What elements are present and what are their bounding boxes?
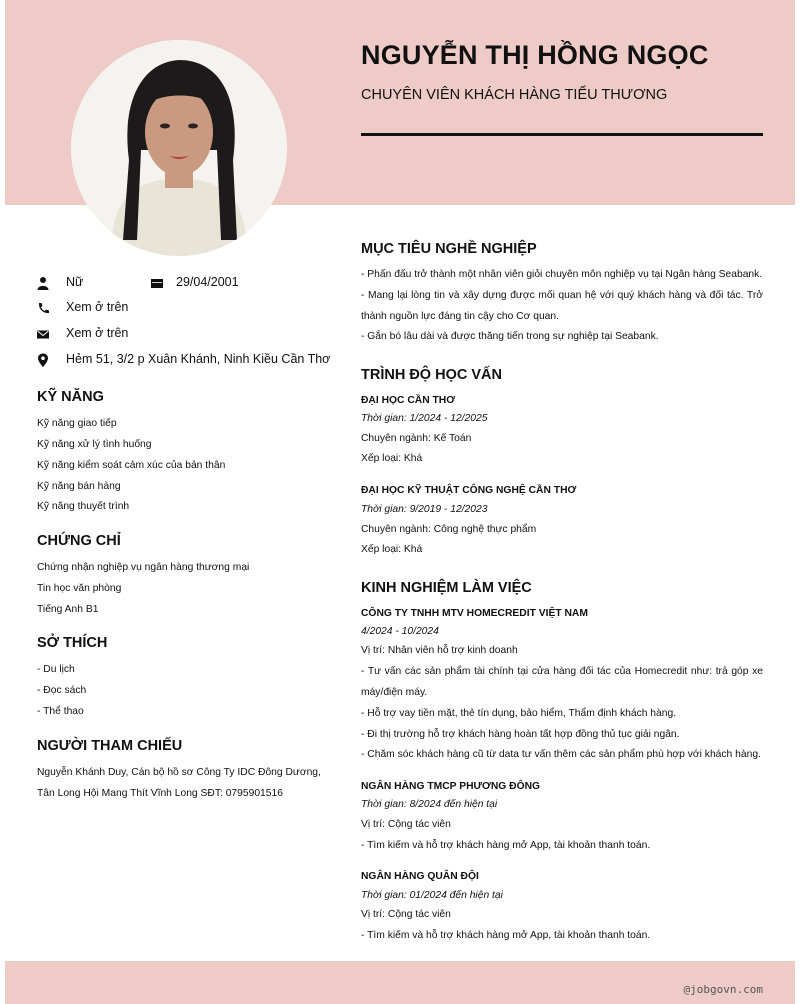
title-divider: [361, 133, 763, 136]
job-position: Vị trí: Nhân viên hỗ trợ kinh doanh: [361, 645, 518, 656]
certificate-item: Tin học văn phòng: [37, 583, 122, 594]
job-time: Thời gian: 01/2024 đến hiện tại: [361, 890, 503, 901]
user-icon: [37, 276, 49, 290]
certificate-item: Tiếng Anh B1: [37, 604, 99, 615]
school-time: Thời gian: 1/2024 - 12/2025: [361, 413, 488, 424]
address-row: [37, 352, 337, 368]
education-heading: TRÌNH ĐỘ HỌC VẤN: [361, 367, 502, 383]
objective-line: - Mang lại lòng tin và xây dựng được mối quan hệ với quý khách hàng và đối tác. Trở thành nguồn lực đáng tin cậy cho Cơ quan.: [361, 290, 763, 322]
job-duty: - Tìm kiếm và hỗ trợ khách hàng mở App, tài khoản thanh toán.: [361, 840, 651, 851]
experience-heading: KINH NGHIỆM LÀM VIỆC: [361, 580, 532, 596]
objective-heading: MỤC TIÊU NGHỀ NGHIỆP: [361, 241, 537, 257]
job-time: Thời gian: 8/2024 đến hiện tại: [361, 799, 498, 810]
phone-icon: [37, 301, 49, 315]
school-name: ĐẠI HỌC KỸ THUẬT CÔNG NGHỆ CẦN THƠ: [361, 485, 577, 496]
candidate-name: NGUYỄN THỊ HỒNG NGỌC: [361, 40, 709, 70]
certificate-item: Chứng nhận nghiệp vụ ngân hàng thương mại: [37, 562, 250, 573]
references-heading: NGƯỜI THAM CHIẾU: [37, 738, 183, 754]
footer-band: [5, 961, 795, 1004]
reference-line: Tân Long Hội Mang Thít Vĩnh Long SĐT: 0795901516: [37, 788, 283, 799]
skill-item: Kỹ năng thuyết trình: [37, 501, 130, 512]
hobbies-heading: SỞ THÍCH: [37, 635, 108, 651]
birthdate-text: 29/04/2001: [176, 275, 239, 289]
job-company: CÔNG TY TNHH MTV HOMECREDIT VIỆT NAM: [361, 608, 588, 619]
reference-line: Nguyễn Khánh Duy, Cán bộ hồ sơ Công Ty IDC Đông Dương,: [37, 767, 321, 778]
address-text: Hẻm 51, 3/2 p Xuân Khánh, Ninh Kiều Cần Thơ: [66, 352, 331, 366]
school-grade: Xếp loại: Khá: [361, 544, 423, 555]
hobby-item: - Thể thao: [37, 706, 84, 717]
school-grade: Xếp loại: Khá: [361, 453, 423, 464]
objective-line: - Gắn bó lâu dài và được thăng tiến trong sự nghiệp tại Seabank.: [361, 331, 659, 342]
map-pin-icon: [37, 353, 49, 367]
hobby-item: - Đọc sách: [37, 685, 87, 696]
footer-credit[interactable]: @jobgovn.com: [683, 983, 763, 996]
phone-row: [37, 300, 237, 316]
school-name: ĐẠI HỌC CẦN THƠ: [361, 395, 456, 406]
job-position: Vị trí: Cộng tác viên: [361, 909, 451, 920]
birthdate-row: [151, 275, 271, 291]
email-text: Xem ở trên: [66, 326, 129, 340]
job-position: Vị trí: Cộng tác viên: [361, 819, 451, 830]
email-row: [37, 326, 237, 342]
gender-text: Nữ: [66, 275, 84, 289]
profile-photo: [71, 40, 287, 256]
certificates-heading: CHỨNG CHỈ: [37, 533, 121, 549]
skill-item: Kỹ năng xử lý tình huống: [37, 439, 152, 450]
gender-row: [37, 275, 147, 291]
candidate-title: CHUYÊN VIÊN KHÁCH HÀNG TIỂU THƯƠNG: [361, 87, 668, 103]
job-duty: - Chăm sóc khách hàng cũ từ data tư vấn thêm các sản phẩm phù hợp với khách hàng.: [361, 749, 761, 760]
job-duty: - Tìm kiếm và hỗ trợ khách hàng mở App, tài khoản thanh toán.: [361, 930, 651, 941]
phone-text: Xem ở trên: [66, 300, 129, 314]
mail-icon: [37, 327, 49, 341]
skill-item: Kỹ năng kiểm soát cảm xúc của bản thân: [37, 460, 226, 471]
job-time: 4/2024 - 10/2024: [361, 626, 439, 637]
job-duty: - Hỗ trợ vay tiền mặt, thẻ tín dụng, bảo hiểm, Thẩm định khách hàng.: [361, 708, 677, 719]
objective-line: - Phấn đấu trở thành một nhân viên giỏi chuyên môn nghiệp vụ tại Ngân hàng Seabank.: [361, 269, 763, 280]
job-duty: - Tư vấn các sản phẩm tài chính tại cửa hàng đối tác của Homecredit như: trả góp xe máy/điện máy.: [361, 666, 763, 698]
skills-heading: KỸ NĂNG: [37, 389, 104, 405]
school-major: Chuyên ngành: Kế Toán: [361, 433, 472, 444]
school-time: Thời gian: 9/2019 - 12/2023: [361, 504, 488, 515]
skill-item: Kỹ năng bán hàng: [37, 481, 121, 492]
school-major: Chuyên ngành: Công nghệ thực phẩm: [361, 524, 537, 535]
skill-item: Kỹ năng giao tiếp: [37, 418, 117, 429]
job-company: NGÂN HÀNG QUÂN ĐỘI: [361, 871, 479, 882]
hobby-item: - Du lịch: [37, 664, 75, 675]
job-duty: - Đi thị trường hỗ trợ khách hàng hoàn tất hợp đồng thủ tục giải ngân.: [361, 729, 680, 740]
job-company: NGÂN HÀNG TMCP PHƯƠNG ĐÔNG: [361, 781, 541, 792]
calendar-icon: [151, 276, 163, 290]
